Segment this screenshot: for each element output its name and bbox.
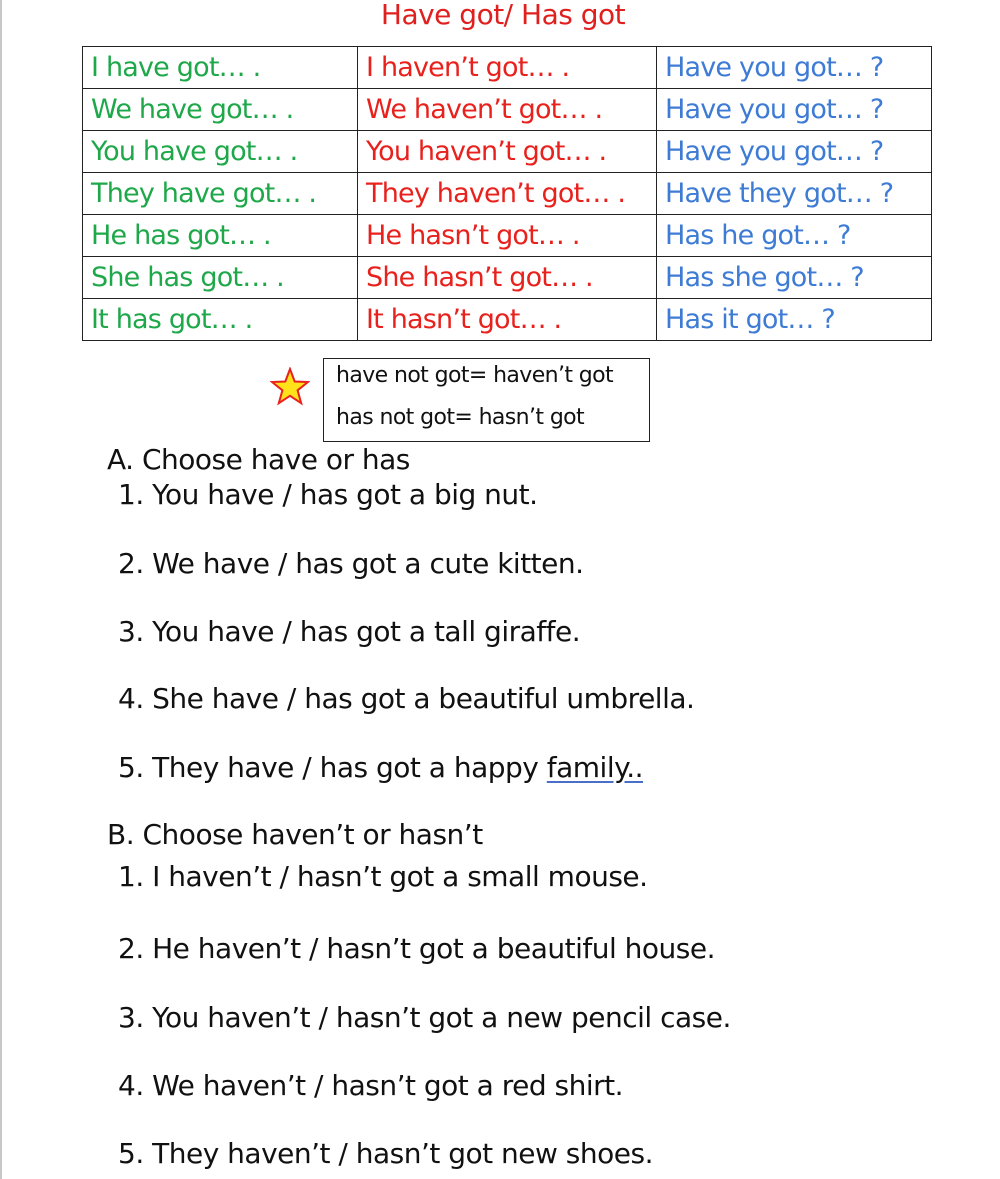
affirmative-cell: He has got… .: [83, 215, 358, 257]
question-cell: Has she got… ?: [657, 257, 932, 299]
note-line-has: has not got= hasn’t got: [336, 405, 585, 430]
negative-cell: They haven’t got… .: [358, 173, 657, 215]
exercise-a-item-5-text: 5. They have / has got a happy: [118, 751, 547, 784]
contraction-note-box: [323, 358, 650, 442]
underlined-word: family..: [546, 751, 643, 784]
exercise-a-item-5: [118, 751, 643, 784]
question-cell: Have you got… ?: [657, 131, 932, 173]
exercise-a-item-3: 3. You have / has got a tall giraffe.: [118, 615, 581, 648]
question-cell: Have you got… ?: [657, 89, 932, 131]
table-row: [83, 131, 932, 173]
star-icon: [270, 367, 310, 407]
negative-cell: He hasn’t got… .: [358, 215, 657, 257]
exercise-b-item-4: 4. We haven’t / hasn’t got a red shirt.: [118, 1069, 624, 1102]
negative-cell: You haven’t got… .: [358, 131, 657, 173]
have-got-table: [82, 46, 932, 341]
note-line-have: have not got= haven’t got: [336, 363, 614, 388]
table-row: [83, 299, 932, 341]
question-cell: Has it got… ?: [657, 299, 932, 341]
exercise-a-item-2: 2. We have / has got a cute kitten.: [118, 547, 584, 580]
negative-cell: We haven’t got… .: [358, 89, 657, 131]
star-shape: [272, 369, 308, 403]
negative-cell: She hasn’t got… .: [358, 257, 657, 299]
exercise-b-item-3: 3. You haven’t / hasn’t got a new pencil case.: [118, 1001, 731, 1034]
page-title: Have got/ Has got: [380, 0, 626, 31]
question-cell: Has he got… ?: [657, 215, 932, 257]
table-row: [83, 89, 932, 131]
affirmative-cell: I have got… .: [83, 47, 358, 89]
negative-cell: I haven’t got… .: [358, 47, 657, 89]
affirmative-cell: We have got… .: [83, 89, 358, 131]
table-row: [83, 257, 932, 299]
affirmative-cell: You have got… .: [83, 131, 358, 173]
exercise-a-item-4: 4. She have / has got a beautiful umbrella.: [118, 682, 695, 715]
section-a-heading: A. Choose have or has: [107, 443, 410, 476]
exercise-b-item-2: 2. He haven’t / hasn’t got a beautiful house.: [118, 932, 715, 965]
question-cell: Have they got… ?: [657, 173, 932, 215]
affirmative-cell: It has got… .: [83, 299, 358, 341]
table-row: [83, 173, 932, 215]
affirmative-cell: They have got… .: [83, 173, 358, 215]
section-b-heading: B. Choose haven’t or hasn’t: [107, 818, 483, 851]
table-row: [83, 215, 932, 257]
exercise-b-item-5: 5. They haven’t / hasn’t got new shoes.: [118, 1137, 653, 1170]
page-edge: [0, 0, 2, 1179]
negative-cell: It hasn’t got… .: [358, 299, 657, 341]
exercise-b-item-1: 1. I haven’t / hasn’t got a small mouse.: [118, 860, 648, 893]
affirmative-cell: She has got… .: [83, 257, 358, 299]
exercise-a-item-1: 1. You have / has got a big nut.: [118, 478, 538, 511]
table-row: [83, 47, 932, 89]
question-cell: Have you got… ?: [657, 47, 932, 89]
